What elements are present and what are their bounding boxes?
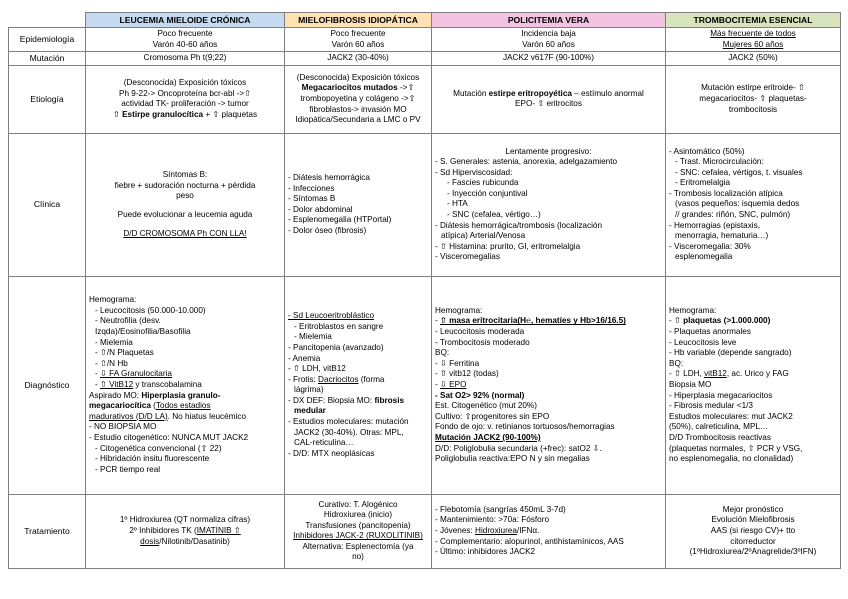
text: Todos estadios — [155, 401, 211, 411]
text-line — [435, 89, 662, 100]
text: fibrosis — [374, 395, 405, 405]
text: , ac. Urico y FAG — [726, 369, 789, 379]
text: /Nilotinib/Dasatinib) — [159, 536, 230, 546]
cell-tx-te — [666, 494, 841, 568]
text: (1ºHidroxiurea/2ºAnagrelide/3ºIFN) — [689, 547, 817, 557]
list-item: - Diátesis hemorrágica/trombosis (localización — [435, 220, 602, 230]
text: Est. Citogenético (mut 20%) — [435, 401, 537, 411]
text: D/D: Poliglobulia secundaria (+frec): satO2 ⇩. — [435, 443, 602, 453]
text: vitB12 — [704, 369, 727, 379]
list-item: - Leucocitosis moderada — [435, 327, 525, 337]
header-lmc: LEUCEMIA MIELOIDE CRÓNICA — [86, 13, 285, 28]
list-item: - HTA — [447, 199, 468, 209]
list-item: - Último: inhibidores JACK2 — [435, 547, 536, 557]
row-label-tratamiento: Tratamiento — [9, 494, 86, 568]
text: Varón 40-60 años — [152, 39, 218, 49]
cell-eti-pv — [432, 65, 666, 133]
list-item: - ⇩ Ferritina — [435, 358, 480, 368]
list-item: - Fibrosis medular <1/3 — [669, 401, 753, 411]
cell-epi-lmc — [86, 28, 285, 52]
list-item: - NO BIOPSIA MO — [89, 422, 157, 432]
list-item: - Leucocitosis leve — [669, 337, 737, 347]
text: Cultivo: ⇧progenitores sin EPO — [435, 411, 550, 421]
list-item: - Pancitopenia (avanzado) — [288, 342, 384, 352]
cell-mut-mf: JACK2 (30-40%) — [285, 52, 432, 66]
text: Estirpe granulocítica — [122, 109, 204, 119]
cell-eti-mf — [285, 65, 432, 133]
text: Izqda)/Eosinofilia/Basofilia — [95, 327, 191, 337]
text: ( — [150, 401, 156, 411]
text: Curativo: T. Alogénico — [318, 499, 398, 509]
text-line — [89, 391, 281, 402]
list-item: - Trombocitosis moderado — [435, 337, 530, 347]
text: EPO- ⇧ eritrocitos — [515, 99, 582, 109]
list-item — [435, 380, 662, 391]
list-item: - Infecciones — [288, 183, 335, 193]
text: Hidroxiurea (inicio) — [323, 510, 393, 520]
list-item: - Neutrofilia (desv. — [95, 316, 161, 326]
text: actividad TK- proliferación -> tumor — [121, 99, 249, 109]
text: esplenomegalia — [675, 252, 733, 262]
text: peso — [176, 191, 194, 201]
text-line — [89, 526, 281, 537]
cell-cli-lmc — [86, 133, 285, 276]
cell-epi-pv — [432, 28, 666, 52]
list-item: - Visceromegalia: 30% — [669, 241, 751, 251]
cell-mut-lmc: Cromosoma Ph t(9;22) — [86, 52, 285, 66]
list-item: - ⇧/N Plaquetas — [95, 348, 154, 358]
text: Poliglobulia reactiva:EPO N y sin megalias — [435, 454, 590, 464]
text: plaquetas (>1.000.000) — [683, 316, 771, 326]
text: D/D Trombocitosis reactivas — [669, 432, 771, 442]
text: Biopsia MO — [669, 379, 712, 389]
text: madurativos (D/D LA) — [89, 411, 168, 421]
list-item: - D/D: MTX neoplásicas — [288, 448, 375, 458]
cell-tx-lmc — [86, 494, 285, 568]
text: ->⇧ — [397, 83, 415, 93]
list-item — [288, 396, 428, 407]
list-item: - Anemia — [288, 353, 321, 363]
row-tratamiento — [9, 494, 841, 568]
row-label-clinica: Clínica — [9, 133, 86, 276]
text: Fondo de ojo: v. retinianos tortuosos/hemorragias — [435, 422, 615, 432]
text: Lentamente progresivo: — [505, 146, 592, 156]
cell-dx-te — [666, 276, 841, 494]
row-epidemiologia — [9, 28, 841, 52]
list-item: - Hb variable (depende sangrado) — [669, 348, 792, 358]
text: - — [435, 316, 441, 326]
comparison-table — [8, 12, 841, 569]
text: - — [95, 379, 101, 389]
row-label-etiologia: Etiología — [9, 65, 86, 133]
text: - DX DEF: Biopsia MO: — [288, 395, 375, 405]
list-item: - SNC (cefalea, vértigo…) — [447, 210, 541, 220]
text: menorragia, hematuria…) — [675, 231, 769, 241]
text: D/D CROMOSOMA Ph CON LLA! — [123, 228, 247, 238]
text: megacariocitos- ⇧ plaquetas- — [699, 93, 807, 103]
text: Incidencia baja — [521, 29, 576, 38]
text: (plaquetas normales, ⇧ PCR y VSG, — [669, 443, 803, 453]
row-label-mutacion: Mutación — [9, 52, 86, 66]
text: IMATINIB ⇧ — [196, 525, 241, 535]
text: medular — [294, 406, 326, 416]
text: Hiperplasia granulo- — [141, 390, 221, 400]
text: // grandes: riñón, SNC, pulmón) — [675, 210, 791, 220]
text: ⇧ masa eritrocitaria(H℮, hematíes y Hb>16/16.5) — [440, 316, 626, 326]
text: Dacriocitos — [318, 374, 359, 384]
text: - ⇧ — [669, 316, 684, 326]
cell-epi-te — [666, 28, 841, 52]
text-line — [288, 83, 428, 94]
header-blank — [9, 13, 86, 28]
header-pv: POLICITEMIA VERA — [432, 13, 666, 28]
text: Hemograma: — [89, 295, 137, 305]
list-item: - Hiperplasia megacariocitos — [669, 390, 773, 400]
text: Hemograma: — [435, 305, 483, 315]
header-te: TROMBOCITEMIA ESENCIAL — [666, 13, 841, 28]
list-item: - Complementario: alopurinol, antihistamínicos, AAS — [435, 536, 624, 546]
text: Idiopática/Secundaria a LMC o PV — [295, 115, 421, 125]
text: (Desconocida) Exposición tóxicos — [123, 78, 247, 88]
list-item: - Hibridación insitu fluorescente — [95, 454, 210, 464]
header-mf: MIELOFIBROSIS IDIOPÁTICA — [285, 13, 432, 28]
list-item: - ⇧/N Hb — [95, 358, 128, 368]
cell-dx-lmc — [86, 276, 285, 494]
text: ⇩ EPO — [440, 379, 467, 389]
text: ⇧ — [112, 109, 123, 119]
text: Inhibidores JACK-2 ( — [293, 531, 369, 541]
text: dosis — [140, 536, 160, 546]
list-item: - ⇧ LDH, vitB12 — [288, 364, 346, 374]
row-mutacion — [9, 52, 841, 66]
text: trombopoyetina y colágeno ->⇧ — [300, 93, 416, 103]
text: Mutación JACK2 (90-100%) — [435, 432, 541, 442]
list-item — [669, 316, 837, 327]
text: megacariocítica — [89, 401, 151, 411]
list-item: - ⇧ vitb12 (todas) — [435, 369, 499, 379]
text: Evolución Mielofibrosis — [711, 515, 795, 525]
list-item — [89, 369, 281, 380]
text: Mejor pronóstico — [722, 504, 784, 514]
text: - ⇧ LDH, — [669, 369, 705, 379]
row-diagnostico — [9, 276, 841, 494]
text: - Jóvenes: — [435, 525, 476, 535]
text: Poco frecuente — [157, 29, 213, 38]
text: Alternativa: Esplenectomía (ya — [302, 541, 414, 551]
text: /IFNα. — [516, 525, 540, 535]
text: AAS (si riesgo CV)+ tto — [710, 525, 796, 535]
text: - — [435, 379, 441, 389]
text: (50%), calreticulina, MPL… — [669, 422, 769, 432]
text: JACK2 (30-40%). Otras: MPL, — [294, 427, 404, 437]
list-item — [288, 375, 428, 386]
text: (vasos pequeños: isquemia dedos — [675, 199, 800, 209]
text: CAL-reticulina… — [294, 438, 354, 448]
text: lágrima) — [294, 385, 324, 395]
list-item — [435, 526, 662, 537]
list-item: - S. Generales: astenia, anorexia, adelgazamiento — [435, 157, 618, 167]
text-line — [89, 110, 281, 121]
list-item: - Sd Leucoeritroblástico — [288, 311, 375, 321]
text: BQ: — [435, 348, 450, 358]
text: Síntomas B: — [162, 170, 208, 180]
cell-mut-te: JACK2 (50%) — [666, 52, 841, 66]
list-item: - Estudio citogenético: NUNCA MUT JACK2 — [89, 432, 249, 442]
text: 1º Hidroxiurea (QT normaliza cifras) — [119, 515, 251, 525]
cell-dx-mf — [285, 276, 432, 494]
text: y transcobalamina — [133, 379, 202, 389]
list-item: - Trast. Microcirculación: — [675, 157, 764, 167]
text-line — [288, 531, 428, 542]
row-etiologia — [9, 65, 841, 133]
list-item: - Citogenética convencional (⇧ 22) — [95, 443, 222, 453]
text: Varón 60 años — [331, 39, 385, 49]
cell-dx-pv — [432, 276, 666, 494]
list-item: - Plaquetas anormales — [669, 327, 751, 337]
text: ) — [420, 531, 423, 541]
list-item: - Síntomas B — [288, 194, 336, 204]
list-item: - Eritromelalgia — [675, 178, 731, 188]
text: Varón 60 años — [522, 39, 575, 49]
cell-mut-pv: JACK2 v617F (90-100%) — [432, 52, 666, 66]
text: Mutación — [453, 88, 489, 98]
list-item: - Sat O2> 92% (normal) — [435, 390, 525, 400]
text: estirpe eritropoyética — [488, 88, 572, 98]
text: BQ: — [669, 358, 684, 368]
row-label-epidemiologia: Epidemiología — [9, 28, 86, 52]
cell-tx-mf — [285, 494, 432, 568]
header-row — [9, 13, 841, 28]
text: Ph 9-22-> Oncoproteína bcr-abl ->⇧ — [118, 88, 251, 98]
list-item — [89, 380, 281, 391]
list-item: - Fascies rubicunda — [447, 178, 519, 188]
text: fiebre + sudoración nocturna + pérdida — [114, 180, 256, 190]
list-item: - Esplenomegalia (HTPortal) — [288, 215, 392, 225]
list-item: - Estudios moleculares: mutación — [288, 417, 409, 427]
list-item: - Asintomático (50%) — [669, 146, 745, 156]
cell-cli-mf — [285, 133, 432, 276]
text: no) — [352, 552, 364, 562]
text-line — [89, 537, 281, 548]
list-item: - SNC: cefalea, vértigos, t. visuales — [675, 167, 803, 177]
list-item: - Mielemia — [95, 337, 133, 347]
cell-cli-pv — [432, 133, 666, 276]
text-line — [89, 401, 281, 412]
text: Más frecuente de todos — [710, 29, 796, 38]
list-item: - Trombosis localización atípica — [669, 188, 783, 198]
text: RUXOLITINIB — [368, 531, 421, 541]
text: Mujeres 60 años — [722, 39, 784, 49]
text: - — [95, 369, 101, 379]
list-item: - Sd Hiperviscosidad: — [435, 167, 513, 177]
text: – estímulo anormal — [571, 88, 644, 98]
list-item — [435, 316, 662, 327]
list-item: - Dolor óseo (fibrosis) — [288, 225, 367, 235]
list-item: - Inyección conjuntival — [447, 188, 528, 198]
row-label-diagnostico: Diagnóstico — [9, 276, 86, 494]
text: Transfusiones (pancitopenia) — [305, 520, 411, 530]
list-item: - Eritroblastos en sangre — [294, 321, 384, 331]
text: ⇧ VitB12 — [100, 379, 134, 389]
text: ⇩ FA Granulocitaria — [100, 369, 172, 379]
cell-tx-pv — [432, 494, 666, 568]
text: + ⇧ plaquetas — [203, 109, 258, 119]
text: - Frotis: — [288, 374, 319, 384]
text: Puede evolucionar a leucemia aguda — [117, 210, 253, 220]
cell-epi-mf — [285, 28, 432, 52]
list-item: - ⇧ Histamina: prurito, GI, eritromelalgia — [435, 241, 581, 251]
list-item: - Mantenimiento: >70a: Fósforo — [435, 515, 550, 525]
text: Estudios moleculares: mut JACK2 — [669, 411, 793, 421]
text: 2º Inhibidores TK ( — [129, 525, 197, 535]
list-item: - Mielemia — [294, 332, 332, 342]
list-item: - Flebotomía (sangrías 450mL 3-7d) — [435, 504, 566, 514]
cell-cli-te — [666, 133, 841, 276]
list-item: - Leucocitosis (50.000-10.000) — [95, 305, 206, 315]
list-item: - Dolor abdominal — [288, 204, 353, 214]
list-item — [669, 369, 837, 380]
text: (forma — [358, 374, 385, 384]
list-item: - Hemorragias (epistaxis, — [669, 220, 760, 230]
text: . No hiatus leucémico — [167, 411, 246, 421]
text: Mutación estirpe eritroide- ⇧ — [701, 83, 805, 93]
list-item: - PCR tiempo real — [95, 464, 161, 474]
row-clinica — [9, 133, 841, 276]
text-line — [89, 412, 281, 423]
cell-eti-te — [666, 65, 841, 133]
list-item: - Diátesis hemorrágica — [288, 173, 370, 182]
cell-eti-lmc — [86, 65, 285, 133]
text: no esplenomegalia, no clonalidad) — [669, 454, 794, 464]
text: fibroblastos-> invasión MO — [309, 104, 407, 114]
text: (Desconocida) Exposición tóxicos — [296, 72, 420, 82]
text: Hidroxiurea — [475, 525, 517, 535]
list-item: - Visceromegalias — [435, 252, 500, 262]
text: Aspirado MO: — [89, 390, 142, 400]
text: citorreductor — [730, 536, 776, 546]
text: Megacariocitos mutados — [301, 83, 398, 93]
text: atípica) Arterial/Venosa — [441, 231, 526, 241]
text: trombocitosis — [728, 104, 778, 114]
text: Hemograma: — [669, 305, 717, 315]
text: Poco frecuente — [330, 29, 386, 38]
